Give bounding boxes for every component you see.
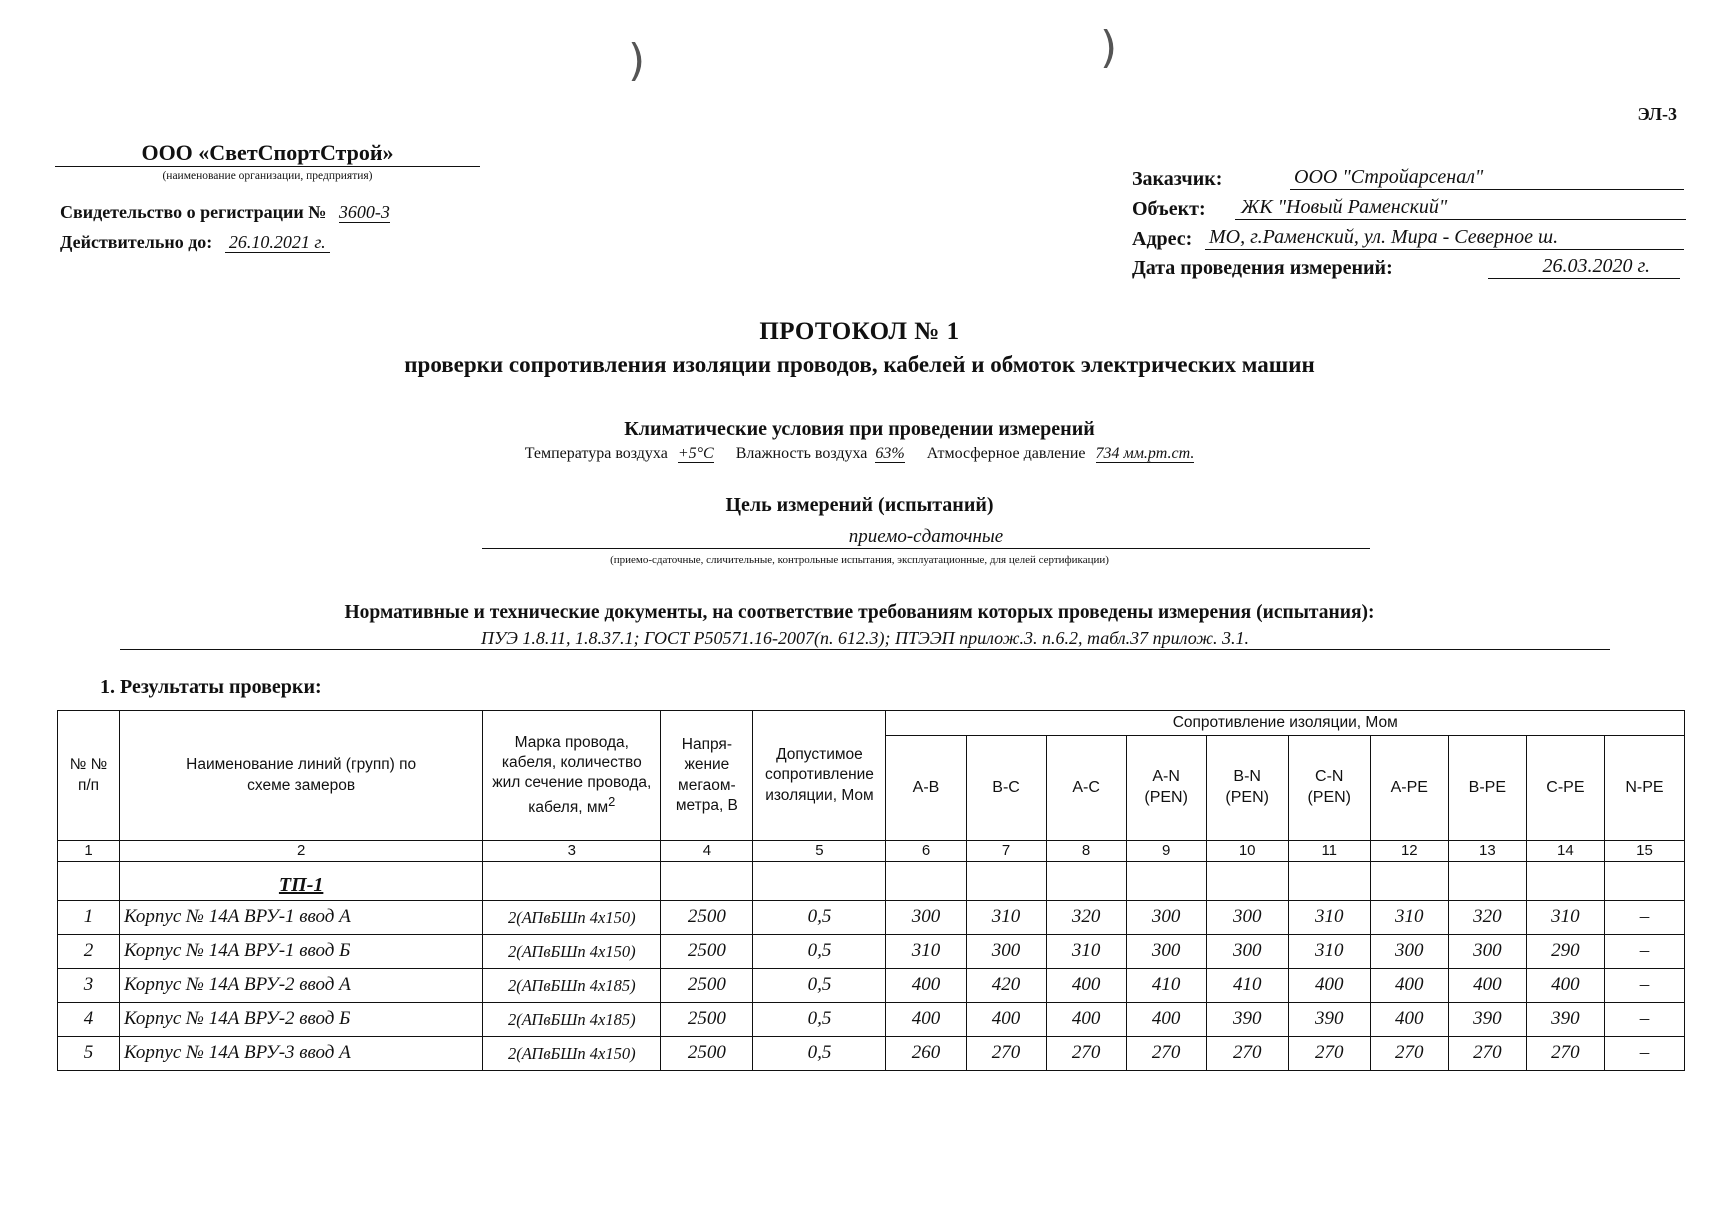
table-row	[58, 1003, 1685, 1037]
row-voltage: 2500	[661, 935, 753, 969]
humidity-label: Влажность воздуха	[735, 445, 868, 462]
column-number: 3	[483, 841, 661, 862]
row-resistance-value: 400	[1370, 1003, 1448, 1037]
col-header-phase: С-РЕ	[1526, 736, 1604, 841]
row-resistance-value: 300	[1370, 935, 1448, 969]
row-resistance-value: 320	[1448, 901, 1526, 935]
valid-until-label: Действительно до:	[60, 232, 213, 252]
row-resistance-value: 400	[1126, 1003, 1206, 1037]
results-table	[57, 710, 1685, 1071]
row-resistance-value: 270	[1046, 1037, 1126, 1071]
table-row	[58, 901, 1685, 935]
col-header-phase: N-PE	[1604, 736, 1684, 841]
row-cable-mark: 2(АПвБШп 4х150)	[483, 935, 661, 969]
col-header-name	[120, 711, 483, 841]
protocol-title: ПРОТОКОЛ № 1	[759, 318, 960, 345]
column-number: 2	[120, 841, 483, 862]
object-value: ЖК "Новый Раменский"	[1235, 196, 1686, 220]
customer-value: ООО "Стройарсенал"	[1290, 166, 1684, 190]
group-row	[58, 862, 1685, 901]
column-number: 11	[1288, 841, 1370, 862]
col-header-resistance: Сопротивление изоляции, Мом	[886, 711, 1685, 736]
col-header-phase: В-РЕ	[1448, 736, 1526, 841]
column-number: 12	[1370, 841, 1448, 862]
row-resistance-value: 270	[1370, 1037, 1448, 1071]
temp-value: +5°С	[677, 445, 714, 462]
row-allowed-resistance: 0,5	[753, 901, 886, 935]
row-number: 1	[58, 901, 120, 935]
row-resistance-value: 270	[1526, 1037, 1604, 1071]
purpose-value: приемо-сдаточные	[482, 526, 1370, 549]
row-line-name: Корпус № 14А ВРУ-1 ввод А	[120, 901, 483, 935]
col-header-mark-text: Марка провода, кабеля, количество жил сечение провода, кабеля, мм	[492, 734, 652, 816]
row-resistance-value: 300	[1126, 901, 1206, 935]
pressure-value: 734 мм.рт.ст.	[1095, 445, 1195, 462]
row-allowed-resistance: 0,5	[753, 1003, 886, 1037]
organization-block	[55, 140, 480, 167]
temp-label: Температура воздуха	[524, 445, 668, 462]
row-number: 2	[58, 935, 120, 969]
customer-label: Заказчик:	[1132, 168, 1223, 190]
col-header-voltage: Напря-жение мегаом-метра, В	[661, 711, 753, 841]
row-number: 4	[58, 1003, 120, 1037]
row-resistance-value: 390	[1288, 1003, 1370, 1037]
row-resistance-value: 400	[1046, 1003, 1126, 1037]
row-resistance-value: 310	[1370, 901, 1448, 935]
row-resistance-value: –	[1604, 901, 1684, 935]
normative-heading: Нормативные и технические документы, на соответствие требованиям которых проведены измерения (испытания):	[344, 602, 1375, 623]
form-code: ЭЛ-3	[1637, 104, 1677, 124]
row-resistance-value: 270	[1288, 1037, 1370, 1071]
row-resistance-value: 400	[886, 1003, 966, 1037]
row-resistance-value: 260	[886, 1037, 966, 1071]
row-resistance-value: 320	[1046, 901, 1126, 935]
col-header-phase: A-N (PEN)	[1126, 736, 1206, 841]
row-resistance-value: 300	[1126, 935, 1206, 969]
row-resistance-value: 300	[1206, 935, 1288, 969]
row-voltage: 2500	[661, 901, 753, 935]
registration-label: Свидетельство о регистрации №	[60, 202, 327, 222]
row-resistance-value: 400	[1370, 969, 1448, 1003]
row-allowed-resistance: 0,5	[753, 1037, 886, 1071]
col-header-allowed: Допустимое сопротивление изоляции, Мом	[753, 711, 886, 841]
row-resistance-value: 300	[1448, 935, 1526, 969]
row-resistance-value: –	[1604, 1003, 1684, 1037]
valid-until-date: 26.10.2021 г.	[225, 232, 330, 253]
column-number: 13	[1448, 841, 1526, 862]
table-row	[58, 935, 1685, 969]
column-number: 7	[966, 841, 1046, 862]
row-cable-mark: 2(АПвБШп 4х150)	[483, 901, 661, 935]
column-number: 1	[58, 841, 120, 862]
purpose-heading: Цель измерений (испытаний)	[725, 494, 994, 516]
row-resistance-value: 410	[1126, 969, 1206, 1003]
group-cell	[1604, 862, 1684, 901]
row-voltage: 2500	[661, 1003, 753, 1037]
row-resistance-value: 310	[1046, 935, 1126, 969]
date-value: 26.03.2020 г.	[1488, 255, 1680, 279]
row-cable-mark: 2(АПвБШп 4х185)	[483, 1003, 661, 1037]
group-cell	[1448, 862, 1526, 901]
row-allowed-resistance: 0,5	[753, 935, 886, 969]
row-resistance-value: 310	[1288, 901, 1370, 935]
registration-line	[60, 202, 390, 223]
row-number: 3	[58, 969, 120, 1003]
results-heading: 1. Результаты проверки:	[100, 676, 322, 698]
column-number: 8	[1046, 841, 1126, 862]
registration-number: 3600-3	[338, 202, 390, 222]
pressure-label: Атмосферное давление	[926, 445, 1086, 462]
scan-mark-left: )	[628, 35, 646, 86]
col-header-phase: C-N (PEN)	[1288, 736, 1370, 841]
col-header-num: № № п/п	[58, 711, 120, 841]
group-cell	[886, 862, 966, 901]
address-label: Адрес:	[1132, 228, 1193, 250]
group-cell-num	[58, 862, 120, 901]
humidity-value: 63%	[875, 445, 905, 462]
row-resistance-value: 400	[1288, 969, 1370, 1003]
column-number-row	[58, 841, 1685, 862]
row-line-name: Корпус № 14А ВРУ-2 ввод А	[120, 969, 483, 1003]
group-cell	[753, 862, 886, 901]
group-name: ТП-1	[120, 862, 483, 901]
object-label: Объект:	[1132, 198, 1206, 220]
group-cell	[1370, 862, 1448, 901]
table-row	[58, 969, 1685, 1003]
row-resistance-value: 290	[1526, 935, 1604, 969]
climate-values	[0, 445, 1719, 463]
table-row	[58, 1037, 1685, 1071]
row-resistance-value: 400	[1526, 969, 1604, 1003]
row-allowed-resistance: 0,5	[753, 969, 886, 1003]
row-resistance-value: –	[1604, 935, 1684, 969]
row-resistance-value: 270	[1126, 1037, 1206, 1071]
row-resistance-value: 310	[1526, 901, 1604, 935]
row-voltage: 2500	[661, 1037, 753, 1071]
row-voltage: 2500	[661, 969, 753, 1003]
row-line-name: Корпус № 14А ВРУ-1 ввод Б	[120, 935, 483, 969]
row-resistance-value: 300	[966, 935, 1046, 969]
date-label: Дата проведения измерений:	[1132, 257, 1393, 279]
group-cell	[1288, 862, 1370, 901]
row-line-name: Корпус № 14А ВРУ-3 ввод А	[120, 1037, 483, 1071]
row-resistance-value: 270	[1448, 1037, 1526, 1071]
col-header-phase: А-В	[886, 736, 966, 841]
address-value: МО, г.Раменский, ул. Мира - Северное ш.	[1205, 226, 1684, 250]
row-resistance-value: 420	[966, 969, 1046, 1003]
group-cell	[1126, 862, 1206, 901]
group-cell	[1206, 862, 1288, 901]
row-resistance-value: 390	[1206, 1003, 1288, 1037]
group-cell	[483, 862, 661, 901]
protocol-subtitle: проверки сопротивления изоляции проводов, кабелей и обмоток электрических машин	[404, 352, 1315, 377]
column-number: 4	[661, 841, 753, 862]
group-cell	[966, 862, 1046, 901]
column-number: 15	[1604, 841, 1684, 862]
row-resistance-value: 270	[966, 1037, 1046, 1071]
purpose-caption: (приемо-сдаточные, сличительные, контрольные испытания, эксплуатационные, для целей сертификации)	[610, 554, 1109, 566]
col-header-phase: B-N (PEN)	[1206, 736, 1288, 841]
row-cable-mark: 2(АПвБШп 4х150)	[483, 1037, 661, 1071]
col-header-phase: А-РЕ	[1370, 736, 1448, 841]
col-header-phase: А-С	[1046, 736, 1126, 841]
column-number: 5	[753, 841, 886, 862]
col-header-phase: В-С	[966, 736, 1046, 841]
organization-name: ООО «СветСпортСтрой»	[141, 140, 394, 165]
row-line-name: Корпус № 14А ВРУ-2 ввод Б	[120, 1003, 483, 1037]
row-resistance-value: –	[1604, 1037, 1684, 1071]
row-resistance-value: 400	[886, 969, 966, 1003]
column-number: 9	[1126, 841, 1206, 862]
row-resistance-value: 300	[886, 901, 966, 935]
row-resistance-value: 270	[1206, 1037, 1288, 1071]
header-row-1	[58, 711, 1685, 736]
column-number: 10	[1206, 841, 1288, 862]
group-cell	[1526, 862, 1604, 901]
row-resistance-value: 400	[966, 1003, 1046, 1037]
row-number: 5	[58, 1037, 120, 1071]
organization-caption: (наименование организации, предприятия)	[162, 170, 373, 182]
row-resistance-value: 410	[1206, 969, 1288, 1003]
row-resistance-value: 390	[1526, 1003, 1604, 1037]
row-resistance-value: 390	[1448, 1003, 1526, 1037]
row-resistance-value: –	[1604, 969, 1684, 1003]
climate-heading: Климатические условия при проведении измерений	[624, 418, 1095, 440]
scan-mark-right: )	[1100, 22, 1118, 73]
column-number: 6	[886, 841, 966, 862]
group-cell	[661, 862, 753, 901]
row-resistance-value: 400	[1448, 969, 1526, 1003]
col-header-mark	[483, 711, 661, 841]
group-cell	[1046, 862, 1126, 901]
row-resistance-value: 310	[966, 901, 1046, 935]
row-resistance-value: 300	[1206, 901, 1288, 935]
valid-until-line	[60, 232, 330, 253]
row-resistance-value: 310	[1288, 935, 1370, 969]
col-header-name-text: Наименование линий (групп) по схеме замеров	[186, 756, 417, 794]
row-resistance-value: 310	[886, 935, 966, 969]
row-resistance-value: 400	[1046, 969, 1126, 1003]
row-cable-mark: 2(АПвБШп 4х185)	[483, 969, 661, 1003]
col-header-mark-sup: 2	[608, 793, 616, 809]
column-number: 14	[1526, 841, 1604, 862]
normative-value: ПУЭ 1.8.11, 1.8.37.1; ГОСТ Р50571.16-2007(п. 612.3); ПТЭЭП прилож.3. п.6.2, табл.37 прилож. 3.1.	[120, 628, 1610, 650]
